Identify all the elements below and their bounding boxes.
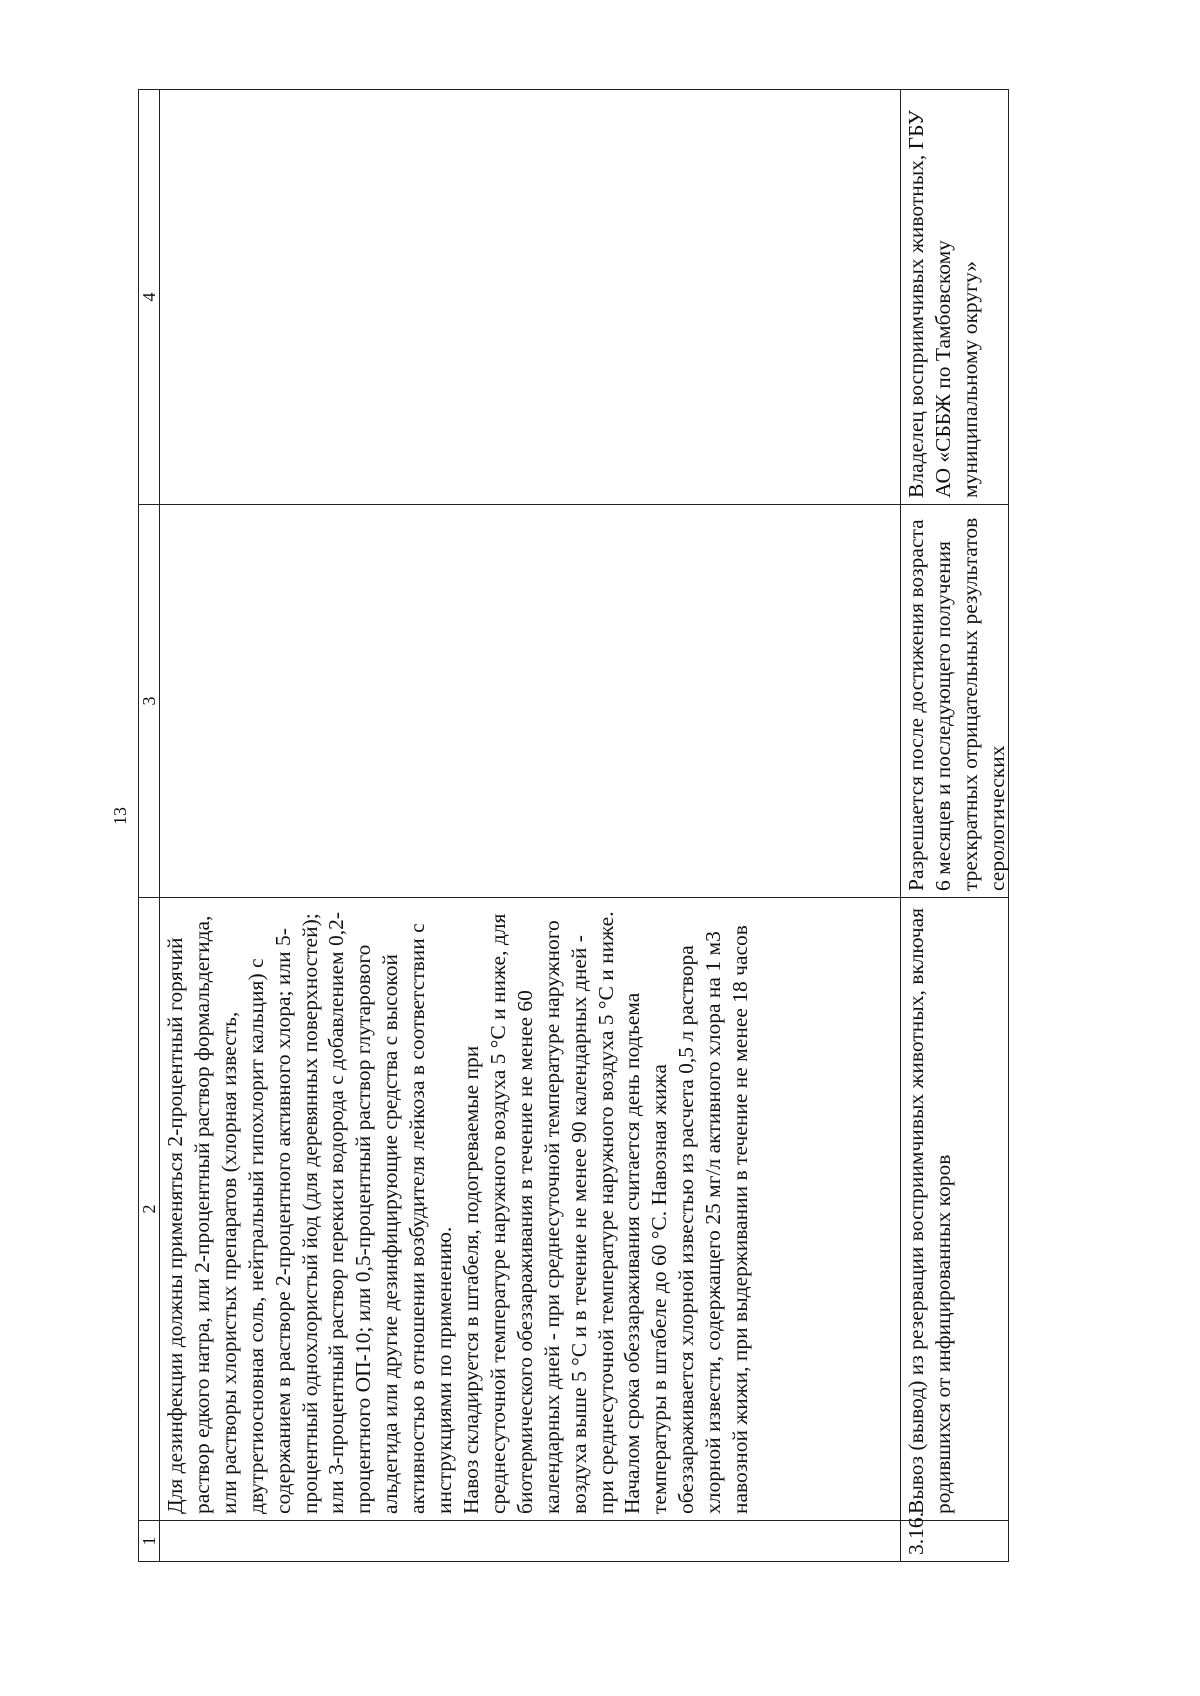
page-number: 13 xyxy=(110,807,130,825)
conditions-text: Разрешается после достижения возраста 6 месяцев и последующего получения трехкратных отрицательных результатов серологических xyxy=(904,517,1009,891)
responsible-cell xyxy=(160,90,901,505)
conditions-cell xyxy=(901,505,1009,898)
measure-description-cell xyxy=(160,898,901,1521)
table-row xyxy=(901,90,1009,1562)
conditions-cell xyxy=(160,505,901,898)
row-number-cell xyxy=(160,1521,901,1562)
measure-description-cell: Вывоз (вывод) из резервации восприимчивых животных, включая родившихся от инфицированных коров xyxy=(901,898,1009,1521)
manure-paragraph: Навоз складируется в штабеля, подогреваемые при среднесуточной температуре наружного воздуха 5 °С и ниже, для биотермического обеззараживания в течение не менее 60 календарных дней - при среднесуточной температуре наружного воздуха выше 5 °С и в течение не менее 90 календарных дней - при среднесуточной температуре наружного воздуха 5 °С и ниже. Началом срока обеззараживания считается день подъема температуры в штабеле до 60 °С. Навозная жижа обеззараживается хлорной известью из расчета 0,5 л раствора хлорной извести, содержащего 25 мг/л активного хлора на 1 м3 навозной жижи, при выдерживании в течение не менее 18 часов xyxy=(458,911,753,1514)
table-row xyxy=(160,90,901,1562)
row-number-cell: 3.16. xyxy=(901,1521,1009,1562)
rotated-table-wrapper xyxy=(138,94,1009,1562)
header-col-3: 3 xyxy=(139,505,160,898)
table-header-row xyxy=(139,90,160,1562)
header-col-2: 2 xyxy=(139,898,160,1521)
header-col-1: 1 xyxy=(139,1521,160,1562)
header-col-4: 4 xyxy=(139,90,160,505)
disinfection-paragraph: Для дезинфекции должны применяться 2-процентный горячий раствор едкого натра, или 2-процентный раствор формальдегида, или растворы хлористых препаратов (хлорная известь, двутретиосновная соль, нейтральный гипохлорит кальция) с содержанием в растворе 2-процентного активного хлора; или 5-процентный однохлористый йод (для деревянных поверхностей); или 3-процентный раствор перекиси водорода с добавлением 0,2-процентного ОП-10; или 0,5-процентный раствор глутарового альдегида или другие дезинфицирующие средства с высокой активностью в отношении возбудителя лейкоза в соответствии с инструкциями по применению. xyxy=(163,912,457,1514)
measures-table xyxy=(138,89,1009,1562)
responsible-cell: Владелец восприимчивых животных, ГБУ АО «СББЖ по Тамбовскому муниципальному округу» xyxy=(901,90,1009,505)
